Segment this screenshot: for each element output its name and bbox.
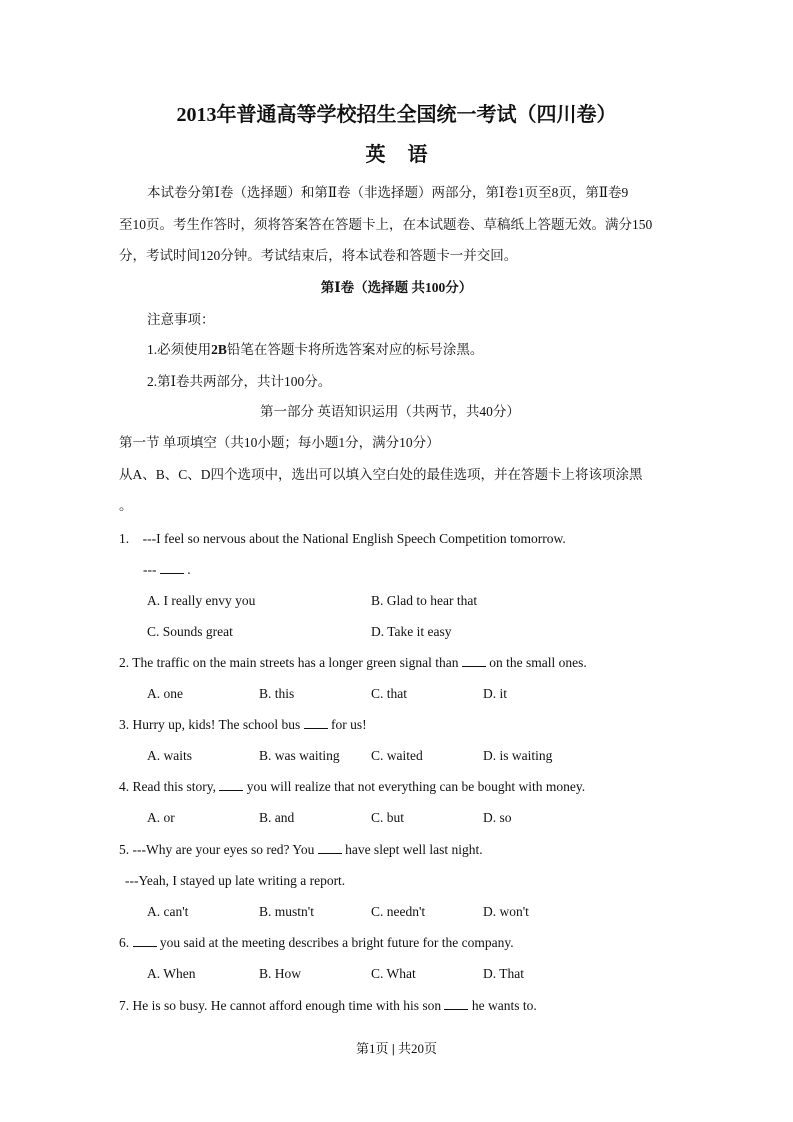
option: C. waited <box>371 748 423 763</box>
question-text: 3. Hurry up, kids! The school bus <box>119 717 301 732</box>
subject-title: 英语 <box>365 144 450 166</box>
blank <box>444 997 468 1010</box>
page-footer <box>0 1040 793 1058</box>
option: C. What <box>371 966 416 981</box>
question-text: 2. The traffic on the main streets has a longer green signal than <box>119 655 459 670</box>
notes-heading: 注意事项： <box>147 312 215 327</box>
option: B. Glad to hear that <box>371 593 478 608</box>
option: B. How <box>259 966 302 981</box>
blank <box>462 654 486 667</box>
option: B. was waiting <box>259 748 340 763</box>
option: A. or <box>147 810 175 825</box>
note-item <box>147 341 483 359</box>
note-text: 铅笔在答题卡将所选答案对应的标号涂黑。 <box>226 342 484 357</box>
blank <box>318 841 342 854</box>
question-number: 1. <box>119 531 130 546</box>
option: C. needn't <box>371 904 426 919</box>
question-4 <box>119 778 585 796</box>
note-text: 1.必须使用 <box>147 342 212 357</box>
question-5 <box>119 841 483 859</box>
question-text: you will realize that not everything can be bought with money. <box>246 779 586 794</box>
option: D. is waiting <box>483 748 553 763</box>
question-text: on the small ones. <box>489 655 587 670</box>
option: A. one <box>147 686 183 701</box>
blank <box>304 716 328 729</box>
exam-title: 2013年普通高等学校招生全国统一考试（四川卷） <box>176 104 617 126</box>
page-number: 第1页 <box>356 1041 389 1056</box>
option: B. this <box>259 686 295 701</box>
question-text: 5. ---Why are your eyes so red? You <box>119 842 315 857</box>
blank <box>133 934 157 947</box>
option: A. I really envy you <box>147 593 256 608</box>
page-total: 共20页 <box>397 1041 437 1056</box>
option: C. Sounds great <box>147 624 233 639</box>
option: C. that <box>371 686 407 701</box>
option: B. mustn't <box>259 904 314 919</box>
instruction-end: 。 <box>119 498 133 513</box>
intro-line: 至10页。考生作答时，须将答案答在答题卡上，在本试题卷、草稿纸上答题无效。满分150 <box>119 217 653 232</box>
intro-line: 分，考试时间120分钟。考试结束后，将本试卷和答题卡一并交回。 <box>119 248 518 263</box>
footer-separator: | <box>391 1041 395 1056</box>
option: D. won't <box>483 904 529 919</box>
question-7 <box>119 997 537 1015</box>
option: C. but <box>371 810 405 825</box>
instruction: 从A、B、C、D四个选项中，选出可以填入空白处的最佳选项，并在答题卡上将该项涂黑 <box>119 467 643 482</box>
option: A. can't <box>147 904 189 919</box>
question-1-line2 <box>143 561 191 579</box>
question-text: he wants to. <box>471 998 537 1013</box>
question-5-line2: ---Yeah, I stayed up late writing a report. <box>125 873 346 888</box>
option: B. and <box>259 810 295 825</box>
section-heading: 第一节 单项填空（共10小题；每小题1分，满分10分） <box>119 435 440 450</box>
option: A. When <box>147 966 196 981</box>
blank <box>219 778 243 791</box>
dash: --- <box>143 562 157 577</box>
option: D. Take it easy <box>371 624 452 639</box>
option: D. so <box>483 810 512 825</box>
option: D. it <box>483 686 508 701</box>
question-text: ---I feel so nervous about the National English Speech Competition tomorrow. <box>142 531 566 546</box>
part-heading: 第一部分 英语知识运用（共两节，共40分） <box>260 404 520 419</box>
question-text: 7. He is so busy. He cannot afford enough time with his son <box>119 998 442 1013</box>
note-item: 2.第Ⅰ卷共两部分，共计100分。 <box>147 374 332 389</box>
question-2 <box>119 654 587 672</box>
question-text: for us! <box>331 717 367 732</box>
question-6 <box>119 934 514 952</box>
blank <box>160 561 184 574</box>
question-text: you said at the meeting describes a bright future for the company. <box>159 935 514 950</box>
question-text: 4. Read this story, <box>119 779 216 794</box>
punct: . <box>187 562 191 577</box>
question-text: have slept well last night. <box>345 842 483 857</box>
note-bold: 2B <box>211 342 227 357</box>
intro-line: 本试卷分第Ⅰ卷（选择题）和第Ⅱ卷（非选择题）两部分，第Ⅰ卷1页至8页，第Ⅱ卷9 <box>147 185 629 200</box>
option: D. That <box>483 966 524 981</box>
question-3 <box>119 716 367 734</box>
option: A. waits <box>147 748 192 763</box>
question-text: 6. <box>119 935 130 950</box>
volume-heading: 第Ⅰ卷（选择题 共100分） <box>320 280 473 295</box>
question-1 <box>119 530 566 548</box>
